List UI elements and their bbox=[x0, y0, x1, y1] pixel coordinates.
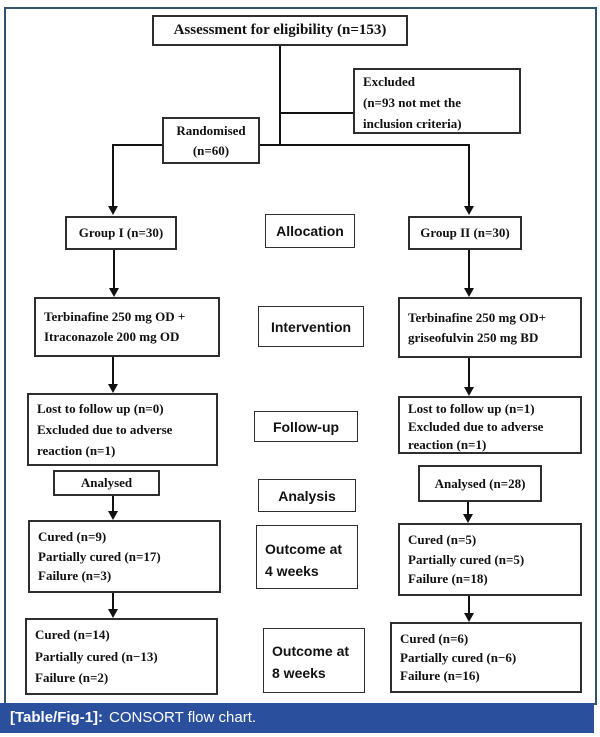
group1-analysed-box bbox=[53, 470, 160, 496]
group1-box bbox=[65, 216, 177, 250]
group2-followup-line: reaction (n=1) bbox=[408, 437, 487, 452]
arrowhead-group2 bbox=[464, 206, 474, 215]
group1-followup-box bbox=[27, 393, 218, 466]
arrowhead-group2-outcome4 bbox=[463, 514, 473, 523]
arrow-group2-to-followup bbox=[468, 358, 470, 388]
allocation-label: Allocation bbox=[276, 223, 344, 239]
group1-outcome4-line: Failure (n=3) bbox=[38, 568, 112, 583]
group1-intervention-box bbox=[34, 297, 220, 357]
excluded-line: (n=93 not met the bbox=[363, 95, 462, 110]
outcome8-label-line: Outcome at bbox=[272, 643, 350, 659]
arrow-group2-to-intervention bbox=[468, 250, 470, 289]
analysis-label: Analysis bbox=[278, 487, 336, 504]
group1-intervention-line: Itraconazole 200 mg OD bbox=[44, 329, 180, 344]
caption-label: [Table/Fig-1]: bbox=[10, 709, 104, 726]
group1-outcome8-line: Cured (n=14) bbox=[35, 627, 110, 642]
randomised-line: Randomised bbox=[176, 122, 246, 138]
outcome8-label-line: 8 weeks bbox=[272, 665, 326, 681]
arrow-group2-outcome4-to-outcome8 bbox=[468, 596, 470, 614]
group1-outcome8-line: Partially cured (n−13) bbox=[35, 648, 158, 664]
connector-to-excluded bbox=[280, 112, 353, 114]
arrowhead-group1-outcome8 bbox=[108, 609, 118, 618]
figure-caption-bar bbox=[0, 703, 594, 733]
group1-followup-line: Lost to follow up (n=0) bbox=[37, 401, 164, 416]
allocation-label-box bbox=[265, 214, 355, 248]
group2-intervention-line: griseofulvin 250 mg BD bbox=[408, 330, 539, 345]
group1-intervention-line: Terbinafine 250 mg OD + bbox=[44, 309, 186, 324]
randomised-box bbox=[162, 117, 260, 164]
arrowhead-group1-outcome4 bbox=[108, 511, 118, 520]
group2-followup-box bbox=[398, 396, 582, 454]
group2-outcome8-line: Cured (n=6) bbox=[400, 631, 469, 646]
arrowhead-group2-intervention bbox=[464, 288, 474, 297]
arrow-group1-to-followup bbox=[112, 357, 114, 385]
group2-analysed-box bbox=[418, 465, 542, 502]
arrow-branch-to-group2 bbox=[468, 144, 470, 208]
arrowhead-group2-outcome8 bbox=[464, 613, 474, 622]
group2-intervention-line: Terbinafine 250 mg OD+ bbox=[408, 310, 547, 325]
arrow-branch-to-group1 bbox=[112, 144, 114, 208]
analysis-label-box bbox=[258, 479, 356, 512]
group2-box bbox=[408, 216, 522, 250]
group1-outcome4-line: Cured (n=9) bbox=[38, 529, 107, 544]
outcome4-label-line: 4 weeks bbox=[265, 563, 319, 579]
group1-outcome8-line: Failure (n=2) bbox=[35, 670, 109, 685]
group2-outcome8-line: Partially cured (n−6) bbox=[400, 649, 517, 665]
group1-followup-line: reaction (n=1) bbox=[37, 443, 116, 458]
connector-eligibility-down bbox=[279, 45, 281, 145]
group2-intervention-box bbox=[398, 297, 582, 358]
followup-label-box bbox=[254, 411, 358, 442]
group1-analysed-text: Analysed bbox=[80, 475, 133, 490]
arrow-group1-to-intervention bbox=[113, 250, 115, 289]
arrowhead-group2-followup bbox=[464, 387, 474, 396]
arrow-group1-outcome4-to-outcome8 bbox=[112, 593, 114, 610]
group2-analysed-text: Analysed (n=28) bbox=[434, 475, 526, 491]
followup-label: Follow-up bbox=[272, 418, 340, 435]
group2-outcome4-box bbox=[398, 523, 582, 596]
arrowhead-group1-intervention bbox=[109, 288, 119, 297]
outcome4-label-box bbox=[256, 525, 358, 589]
eligibility-text: Assessment for eligibility (n=153) bbox=[173, 22, 387, 38]
group1-outcome4-box bbox=[28, 520, 221, 593]
group1-followup-line: Excluded due to adverse bbox=[37, 422, 173, 437]
excluded-line: Excluded bbox=[363, 74, 416, 89]
caption-text: CONSORT flow chart. bbox=[109, 709, 257, 726]
eligibility-box bbox=[152, 15, 408, 46]
group1-outcome8-box bbox=[25, 618, 218, 695]
intervention-label-box bbox=[258, 306, 364, 347]
group2-outcome4-line: Failure (n=18) bbox=[408, 571, 488, 586]
excluded-line: inclusion criteria) bbox=[363, 116, 462, 131]
outcome8-label-box bbox=[263, 628, 365, 693]
outcome4-label-line: Outcome at bbox=[265, 541, 343, 557]
group1-outcome4-line: Partially cured (n=17) bbox=[38, 548, 161, 564]
excluded-box bbox=[353, 68, 521, 134]
arrowhead-group1-followup bbox=[108, 384, 118, 393]
group2-outcome4-line: Partially cured (n=5) bbox=[408, 551, 525, 567]
intervention-label: Intervention bbox=[270, 318, 352, 335]
randomised-line: (n=60) bbox=[192, 142, 230, 158]
group2-outcome8-box bbox=[390, 622, 582, 693]
group2-title: Group II (n=30) bbox=[420, 225, 510, 240]
group2-outcome8-line: Failure (n=16) bbox=[400, 668, 480, 683]
group2-followup-line: Lost to follow up (n=1) bbox=[408, 401, 535, 416]
group2-followup-line: Excluded due to adverse bbox=[408, 419, 544, 434]
group1-title: Group I (n=30) bbox=[78, 225, 164, 240]
arrow-group1-analysed-to-outcome4 bbox=[112, 496, 114, 512]
arrowhead-group1 bbox=[108, 206, 118, 215]
group2-outcome4-line: Cured (n=5) bbox=[408, 532, 477, 547]
